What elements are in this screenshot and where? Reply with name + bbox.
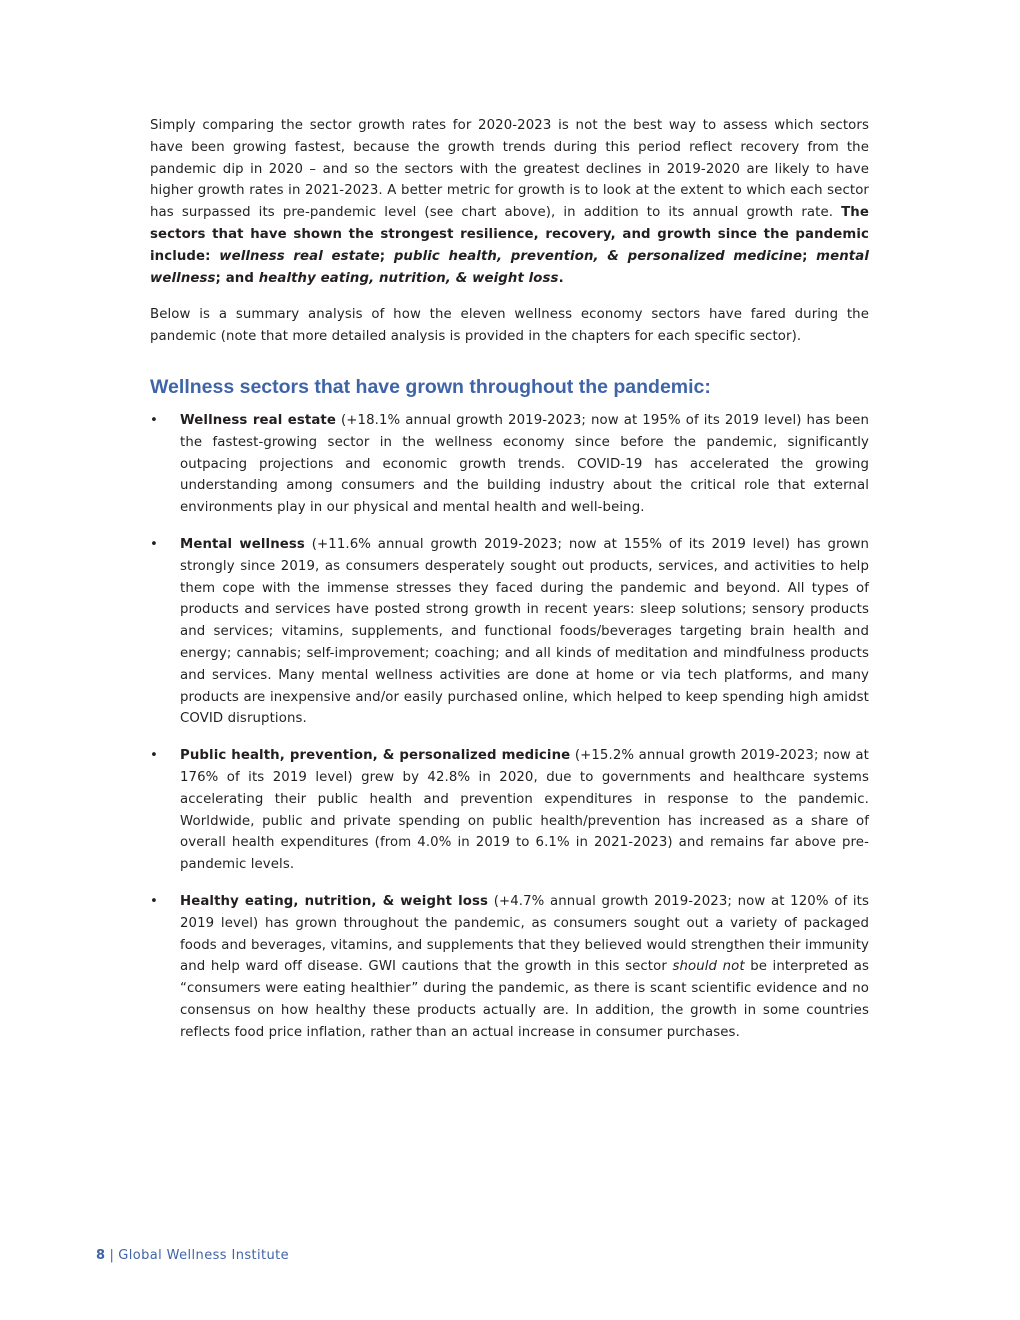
intro-sector-wellness-real-estate: wellness real estate	[219, 248, 380, 264]
bullet-icon: •	[150, 536, 158, 552]
bullet-emphasis: should not	[672, 959, 745, 975]
list-item-healthy-eating	[150, 891, 869, 1044]
intro-separator: ; and	[215, 270, 259, 286]
sector-bullet-list	[150, 410, 869, 1044]
intro-bold-lead: The sectors that have shown the strongest resilience, recovery, and growth since the pandemic include:	[150, 205, 869, 264]
bullet-title: Healthy eating, nutrition, & weight loss	[180, 893, 489, 909]
bullet-text: (+15.2% annual growth 2019-2023; now at 176% of its 2019 level) grew by 42.8% in 2020, due to governments and healthcare systems accelerating their public health and prevention expenditures in response to the pandemic. Worldwide, public and private spending on public health/prevention has increased as a share of overall health expenditures (from 4.0% in 2019 to 6.1% in 2021-2023) and remains far above pre-pandemic levels.	[180, 748, 869, 873]
intro-paragraph	[150, 115, 869, 289]
intro-sector-mental-wellness: mental wellness	[150, 248, 869, 286]
list-item-wellness-real-estate	[150, 410, 869, 519]
intro-separator: ;	[802, 248, 817, 264]
list-item-public-health	[150, 745, 869, 876]
summary-paragraph: Below is a summary analysis of how the eleven wellness economy sectors have fared during the pandemic (note that more detailed analysis is provided in the chapters for each specific sector).	[150, 307, 869, 345]
intro-sector-public-health: public health, prevention, & personalized medicine	[393, 248, 803, 264]
bullet-paragraph	[180, 891, 869, 1044]
page-number: 8	[96, 1248, 106, 1263]
footer-separator: |	[109, 1248, 115, 1263]
bullet-text: be interpreted as “consumers were eating healthier” during the pandemic, as there is scant scientific evidence and no consensus on how healthy these products actually are. In addition, the growth in some countries reflects food price inflation, rather than an actual increase in consumer purchases.	[180, 959, 870, 1040]
bullet-paragraph	[180, 745, 869, 876]
bullet-icon: •	[150, 893, 158, 909]
bullet-icon: •	[150, 748, 158, 764]
bullet-text: (+11.6% annual growth 2019-2023; now at 155% of its 2019 level) has grown strongly since 2019, as consumers desperately sought out products, services, and activities to help them cope with the immense stresses they faced during the pandemic and beyond. All types of products and services have posted strong growth in recent years: sleep solutions; sensory products and services; vitamins, supplements, and functional foods/beverages targeting brain health and energy; cannabis; self-improvement; coaching; and all kinds of meditation and mindfulness products and services. Many mental wellness activities are done at home or via tech platforms, and many products are inexpensive and/or easily purchased online, which helped to keep spending high amidst COVID disruptions.	[180, 536, 869, 727]
page-content	[150, 115, 869, 1058]
bullet-title: Mental wellness	[180, 536, 305, 552]
page-footer	[96, 1246, 289, 1266]
bullet-title: Public health, prevention, & personalized medicine	[180, 748, 571, 764]
bullet-title: Wellness real estate	[180, 412, 336, 428]
section-heading: Wellness sectors that have grown throughout the pandemic:	[150, 375, 711, 398]
footer-organization: Global Wellness Institute	[118, 1248, 290, 1263]
bullet-paragraph	[180, 410, 869, 519]
bullet-text: (+18.1% annual growth 2019-2023; now at 195% of its 2019 level) has been the fastest-growing sector in the wellness economy since before the pandemic, significantly outpacing projections and economic growth trends. COVID-19 has accelerated the growing understanding among consumers and the building industry about the critical role that external environments play in our physical and mental health and well-being.	[180, 412, 869, 516]
intro-separator: ;	[379, 248, 394, 264]
intro-sector-healthy-eating: healthy eating, nutrition, & weight loss	[258, 270, 559, 286]
bullet-paragraph	[180, 534, 869, 730]
intro-end: .	[558, 270, 564, 286]
bullet-text: (+4.7% annual growth 2019-2023; now at 120% of its 2019 level) has grown throughout the pandemic, as consumers sought out a variety of packaged foods and beverages, vitamins, and supplements that they believed would strengthen their immunity and help ward off disease. GWI cautions that the growth in this sector	[180, 893, 869, 975]
list-item-mental-wellness	[150, 534, 869, 730]
intro-text: Simply comparing the sector growth rates for 2020-2023 is not the best way to assess which sectors have been growing fastest, because the growth trends during this period reflect recovery from the pandemic dip in 2020 – and so the sectors with the greatest declines in 2019-2020 are likely to have higher growth rates in 2021-2023. A better metric for growth is to look at the extent to which each sector has surpassed its pre-pandemic level (see chart above), in addition to its annual growth rate.	[150, 118, 869, 221]
bullet-icon: •	[150, 412, 158, 428]
